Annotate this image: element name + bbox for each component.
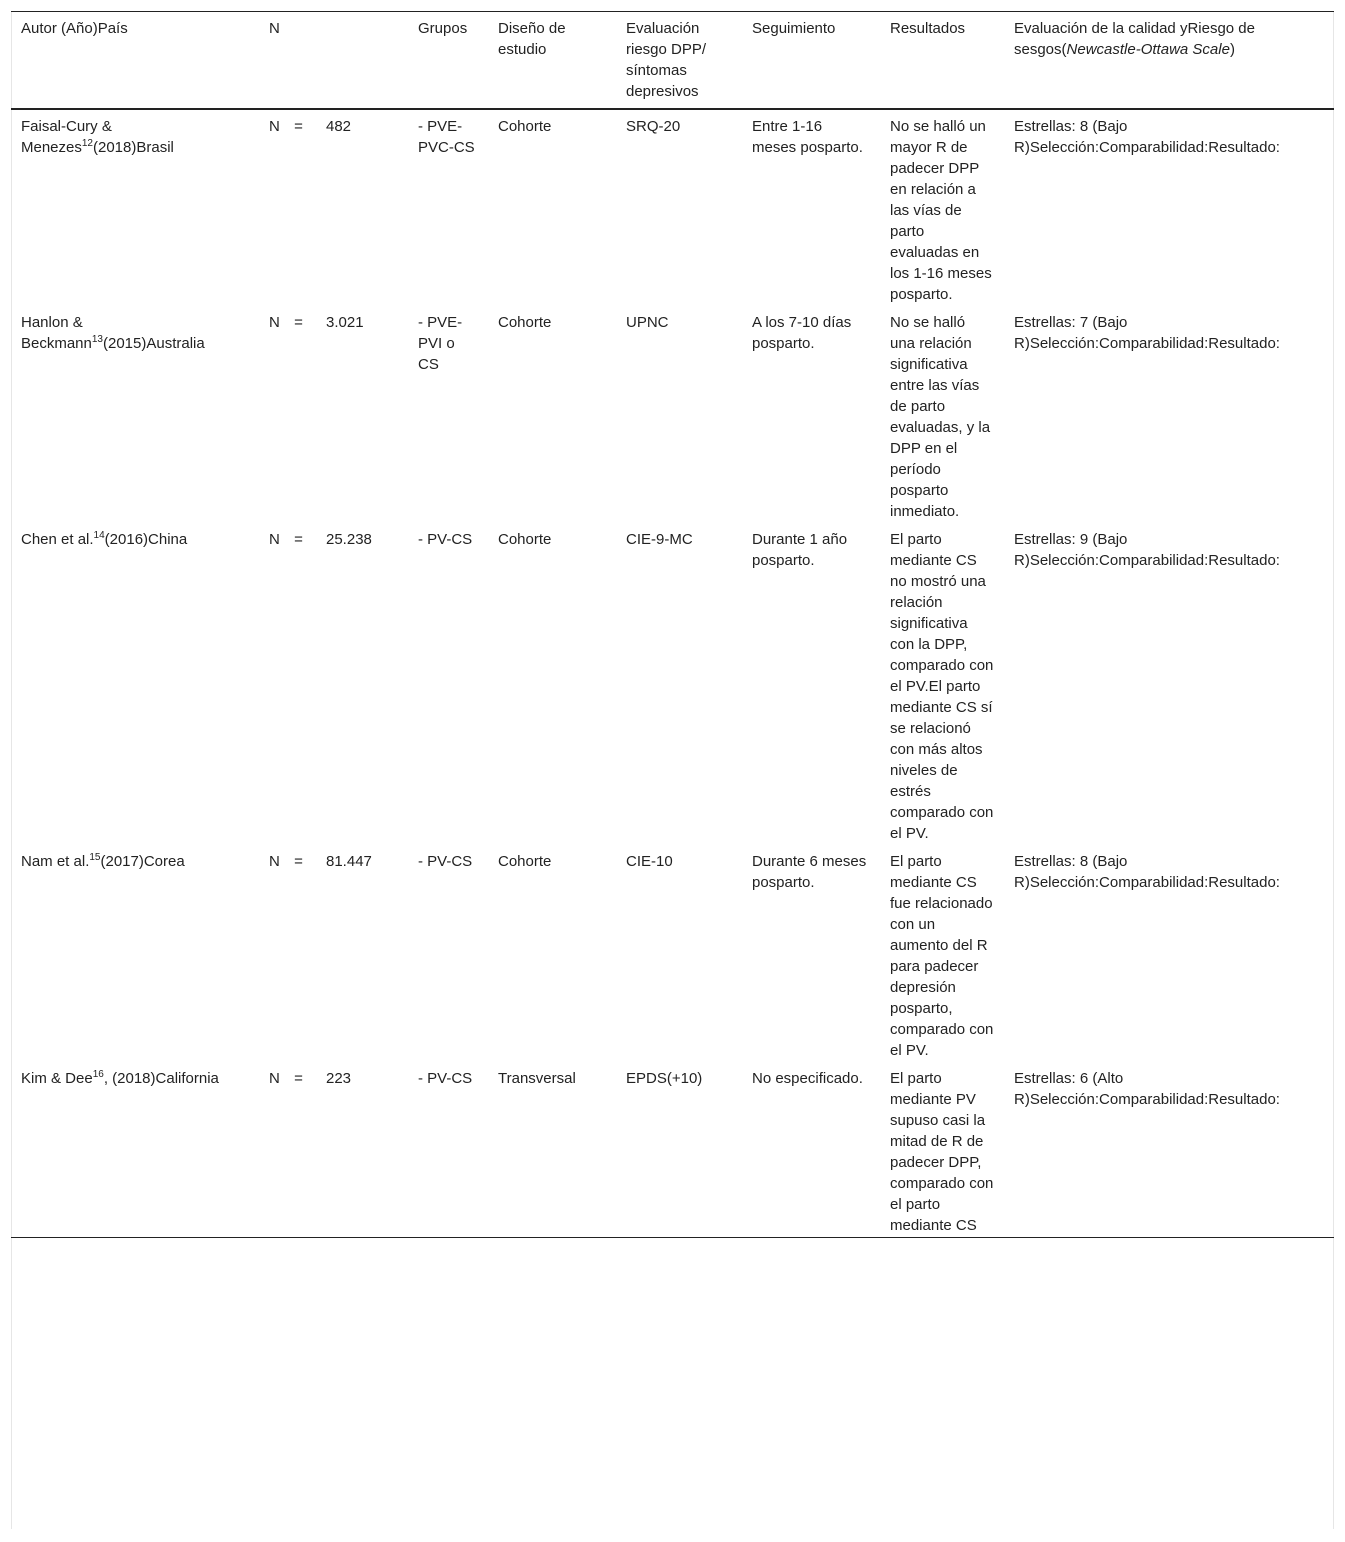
cell-n-label: N [269, 531, 280, 548]
table-row [11, 845, 1334, 1062]
cell-design: Cohorte [498, 853, 552, 870]
cell-n-value: 81.447 [326, 853, 372, 870]
reference-number: 16 [92, 1069, 104, 1080]
cell-results: El parto mediante PV supuso casi la mitad de R de padecer DPP, comparado con el parto mediante CS [890, 1070, 994, 1234]
cell-author [11, 109, 259, 306]
cell-results: El parto mediante CS fue relacionado con un aumento del R para padecer depresión posparto, comparado con el PV. [890, 853, 994, 1059]
reference-number: 13 [91, 334, 103, 345]
cell-assessment: CIE-9-MC [626, 531, 693, 548]
table-wrapper [11, 11, 1334, 1238]
cell-author [11, 523, 259, 845]
author-name: Hanlon & Beckmann [21, 314, 92, 352]
header-results: Resultados [890, 20, 966, 37]
cell-design: Cohorte [498, 118, 552, 135]
cell-n-equals: = [294, 314, 303, 331]
header-quality-main: Evaluación de la calidad yRiesgo de sesgos( [1014, 20, 1255, 58]
table-row [11, 1062, 1334, 1238]
cell-results: No se halló un mayor R de padecer DPP en relación a las vías de parto evaluadas en los 1-16 meses posparto. [890, 118, 992, 303]
table-row [11, 109, 1334, 306]
header-groups: Grupos [418, 20, 468, 37]
cell-groups: - PVE-PVC-CS [418, 118, 475, 156]
cell-author [11, 306, 259, 523]
cell-design: Cohorte [498, 531, 552, 548]
author-year-country: , (2018)California [103, 1070, 219, 1087]
author-year-country: (2018)Brasil [93, 139, 174, 156]
header-quality-close: ) [1229, 41, 1235, 58]
cell-assessment: UPNC [626, 314, 669, 331]
cell-n-value: 25.238 [326, 531, 372, 548]
cell-followup: No especificado. [752, 1070, 863, 1087]
cell-n-equals: = [294, 853, 303, 870]
cell-groups: - PVE-PVI o CS [418, 314, 463, 373]
cell-design: Transversal [498, 1070, 576, 1087]
cell-n-label: N [269, 1070, 280, 1087]
reference-number: 12 [81, 138, 93, 149]
cell-quality: Estrellas: 8 (Bajo R)Selección:Comparabilidad:Resultado: [1014, 118, 1280, 156]
cell-quality: Estrellas: 8 (Bajo R)Selección:Comparabilidad:Resultado: [1014, 853, 1280, 891]
header-design: Diseño de estudio [498, 20, 566, 58]
cell-n-value: 223 [326, 1070, 352, 1087]
cell-author [11, 1062, 259, 1238]
cell-n-value: 3.021 [326, 314, 364, 331]
table-body [11, 109, 1334, 1238]
cell-assessment: CIE-10 [626, 853, 673, 870]
reference-number: 15 [89, 852, 101, 863]
cell-design: Cohorte [498, 314, 552, 331]
cell-quality: Estrellas: 6 (Alto R)Selección:Comparabilidad:Resultado: [1014, 1070, 1280, 1108]
author-year-country: (2017)Corea [100, 853, 185, 870]
header-followup: Seguimiento [752, 20, 836, 37]
author-name: Faisal-Cury & Menezes [21, 118, 112, 156]
cell-n-value: 482 [326, 118, 352, 135]
header-assessment: Evaluación riesgo DPP/ síntomas depresivos [626, 20, 707, 100]
cell-author [11, 845, 259, 1062]
header-author: Autor (Año)País [21, 20, 128, 37]
header-row [11, 12, 1334, 110]
cell-n-equals: = [294, 118, 303, 135]
cell-followup: A los 7-10 días posparto. [752, 314, 852, 352]
header-n: N [269, 20, 280, 37]
cell-n-label: N [269, 314, 280, 331]
cell-assessment: SRQ-20 [626, 118, 681, 135]
cell-n-label: N [269, 118, 280, 135]
table-row [11, 306, 1334, 523]
cell-groups: - PV-CS [418, 1070, 473, 1087]
cell-results: No se halló una relación significativa entre las vías de parto evaluadas, y la DPP en el período posparto inmediato. [890, 314, 991, 520]
author-name: Nam et al. [21, 853, 90, 870]
author-name: Chen et al. [21, 531, 94, 548]
cell-n-equals: = [294, 531, 303, 548]
header-quality-scale: Newcastle-Ottawa Scale [1066, 41, 1230, 58]
cell-assessment: EPDS(+10) [626, 1070, 703, 1087]
author-name: Kim & Dee [21, 1070, 93, 1087]
studies-table [11, 11, 1334, 1238]
cell-quality: Estrellas: 9 (Bajo R)Selección:Comparabilidad:Resultado: [1014, 531, 1280, 569]
cell-results: El parto mediante CS no mostró una relación significativa con la DPP, comparado con el PV.El parto mediante CS sí se relacionó con más altos niveles de estrés comparado con el PV. [890, 531, 994, 842]
author-year-country: (2016)China [104, 531, 188, 548]
cell-groups: - PV-CS [418, 853, 473, 870]
cell-groups: - PV-CS [418, 531, 473, 548]
cell-n-label: N [269, 853, 280, 870]
author-year-country: (2015)Australia [103, 335, 205, 352]
cell-quality: Estrellas: 7 (Bajo R)Selección:Comparabilidad:Resultado: [1014, 314, 1280, 352]
table-row [11, 523, 1334, 845]
cell-followup: Entre 1-16 meses posparto. [752, 118, 863, 156]
reference-number: 14 [93, 530, 105, 541]
cell-followup: Durante 6 meses posparto. [752, 853, 867, 891]
cell-n-equals: = [294, 1070, 303, 1087]
cell-followup: Durante 1 año posparto. [752, 531, 848, 569]
header-quality [1004, 12, 1334, 110]
